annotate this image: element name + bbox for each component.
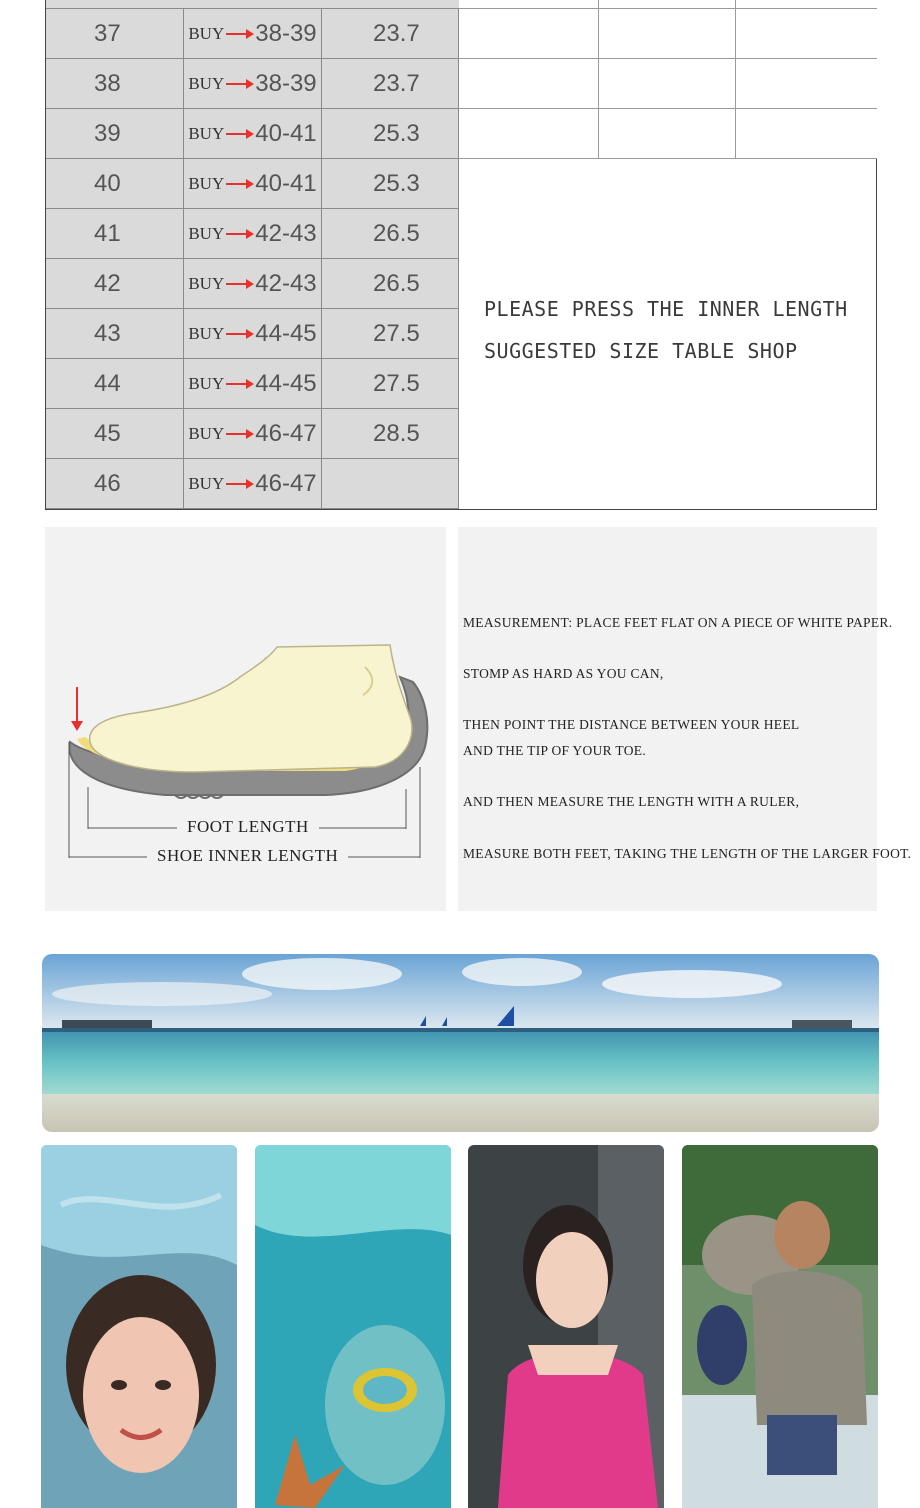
shoe-inner-length-label: SHOE INNER LENGTH xyxy=(147,846,348,866)
size-cell: 37 xyxy=(46,9,184,59)
size-cell: 46 xyxy=(46,459,184,509)
length-cell: 26.5 xyxy=(322,259,459,309)
right-arrow-icon xyxy=(226,383,252,385)
buy-label: BUY xyxy=(188,23,225,43)
instruction-line: MEASURE BOTH FEET, TAKING THE LENGTH OF THE LARGER FOOT. xyxy=(463,846,912,861)
buy-cell xyxy=(184,259,322,309)
length-cell: 28.5 xyxy=(322,409,459,459)
length-cell: 23.7 xyxy=(322,9,459,59)
size-cell: 45 xyxy=(46,409,184,459)
buy-label: BUY xyxy=(188,273,225,293)
buy-cell xyxy=(184,309,322,359)
table-row xyxy=(46,209,459,259)
instruction-line: STOMP AS HARD AS YOU CAN, xyxy=(463,666,664,681)
table-row xyxy=(46,109,459,159)
table-row xyxy=(46,359,459,409)
buy-range: 40-41 xyxy=(255,169,317,197)
size-cell: 39 xyxy=(46,109,184,159)
length-cell: 26.5 xyxy=(322,209,459,259)
size-cell: 42 xyxy=(46,259,184,309)
foot-diagram-panel xyxy=(45,527,446,911)
buy-range: 46-47 xyxy=(255,469,317,497)
buy-label: BUY xyxy=(188,223,225,243)
buy-label: BUY xyxy=(188,473,225,493)
table-row xyxy=(46,9,459,59)
buy-cell xyxy=(184,9,322,59)
table-row xyxy=(46,459,459,509)
buy-label: BUY xyxy=(188,123,225,143)
size-cell: 41 xyxy=(46,209,184,259)
buy-range: 42-43 xyxy=(255,269,317,297)
instruction-line: MEASUREMENT: PLACE FEET FLAT ON A PIECE OF WHITE PAPER. xyxy=(463,615,893,630)
buy-cell xyxy=(184,209,322,259)
buy-range: 38-39 xyxy=(255,19,317,47)
beach-photo xyxy=(42,954,879,1132)
length-cell: 27.5 xyxy=(322,309,459,359)
snorkeler-photo xyxy=(255,1145,451,1508)
right-arrow-icon xyxy=(226,483,252,485)
swimmer-photo xyxy=(41,1145,237,1508)
right-arrow-icon xyxy=(226,283,252,285)
table-row xyxy=(46,159,459,209)
length-cell: 25.3 xyxy=(322,159,459,209)
buy-cell xyxy=(184,109,322,159)
right-arrow-icon xyxy=(226,333,252,335)
size-cell: 43 xyxy=(46,309,184,359)
instruction-line: AND THEN MEASURE THE LENGTH WITH A RULER, xyxy=(463,794,800,809)
right-arrow-icon xyxy=(226,183,252,185)
buy-range: 38-39 xyxy=(255,69,317,97)
buy-label: BUY xyxy=(188,423,225,443)
size-cell: 40 xyxy=(46,159,184,209)
buy-cell xyxy=(184,459,322,509)
right-arrow-icon xyxy=(226,133,252,135)
table-row xyxy=(46,59,459,109)
size-table xyxy=(45,0,877,510)
table-row xyxy=(46,409,459,459)
buy-cell xyxy=(184,359,322,409)
length-cell: 27.5 xyxy=(322,359,459,409)
table-row xyxy=(46,259,459,309)
length-cell: 25.3 xyxy=(322,109,459,159)
buy-range: 40-41 xyxy=(255,119,317,147)
buy-label: BUY xyxy=(188,173,225,193)
buy-range: 44-45 xyxy=(255,319,317,347)
length-cell: 23.7 xyxy=(322,59,459,109)
instruction-line: AND THE TIP OF YOUR TOE. xyxy=(463,743,646,758)
instructions-panel xyxy=(458,527,912,911)
instruction-line: THEN POINT THE DISTANCE BETWEEN YOUR HEEL xyxy=(463,717,800,732)
buy-label: BUY xyxy=(188,373,225,393)
buy-cell xyxy=(184,409,322,459)
foot-length-label: FOOT LENGTH xyxy=(177,817,319,837)
note-line-1: PLEASE PRESS THE INNER LENGTH xyxy=(484,297,848,321)
beach-scene xyxy=(42,954,879,1132)
size-note xyxy=(484,288,848,372)
buy-range: 44-45 xyxy=(255,369,317,397)
right-arrow-icon xyxy=(226,83,252,85)
size-cell: 38 xyxy=(46,59,184,109)
right-arrow-icon xyxy=(226,433,252,435)
buy-cell xyxy=(184,59,322,109)
buy-cell xyxy=(184,159,322,209)
length-cell xyxy=(322,459,459,509)
buy-label: BUY xyxy=(188,323,225,343)
right-arrow-icon xyxy=(226,233,252,235)
table-row xyxy=(46,309,459,359)
foot-shape xyxy=(90,645,412,772)
right-arrow-icon xyxy=(226,33,252,35)
blank-grid xyxy=(459,0,877,159)
buy-label: BUY xyxy=(188,73,225,93)
hikers-photo xyxy=(682,1145,878,1508)
size-cell: 44 xyxy=(46,359,184,409)
buy-range: 46-47 xyxy=(255,419,317,447)
table-top-strip xyxy=(46,0,459,9)
buy-range: 42-43 xyxy=(255,219,317,247)
runner-photo xyxy=(468,1145,664,1508)
note-line-2: SUGGESTED SIZE TABLE SHOP xyxy=(484,339,798,363)
